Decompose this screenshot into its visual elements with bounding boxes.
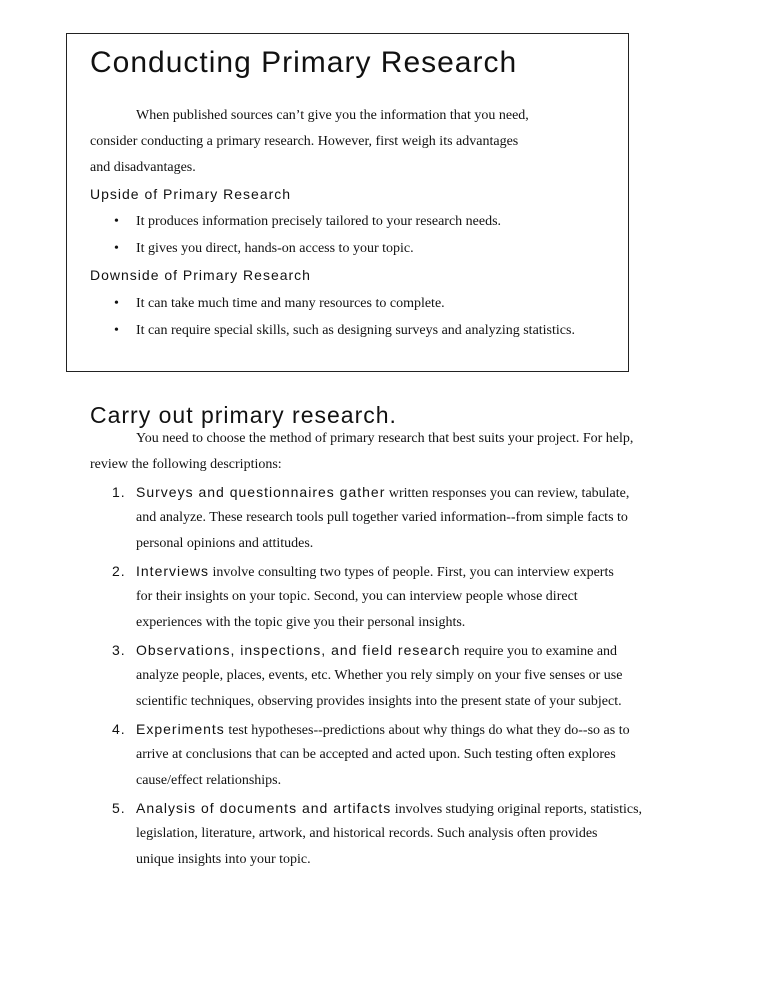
item-line: unique insights into your topic. <box>136 852 311 867</box>
item-line: for their insights on your topic. Second, you can interview people whose direct <box>136 589 578 604</box>
section-intro-line-1: You need to choose the method of primary research that best suits your project. For help, <box>136 431 634 446</box>
list-number: 2. <box>112 563 126 579</box>
downside-item-1: It can take much time and many resources to complete. <box>136 296 445 311</box>
list-item <box>136 484 629 502</box>
list-item <box>136 642 617 660</box>
list-item <box>136 800 642 818</box>
upside-item-2: It gives you direct, hands-on access to your topic. <box>136 241 414 256</box>
summary-box <box>66 33 629 372</box>
downside-heading: Downside of Primary Research <box>90 267 311 283</box>
item-lead: Analysis of documents and artifacts <box>136 800 392 816</box>
bullet-icon: • <box>114 214 119 229</box>
bullet-icon: • <box>114 323 119 338</box>
bullet-icon: • <box>114 241 119 256</box>
box-intro-line-3: and disadvantages. <box>90 160 196 175</box>
section-heading: Carry out primary research. <box>90 402 397 428</box>
list-number: 5. <box>112 800 126 816</box>
item-lead: Interviews <box>136 563 210 579</box>
list-item <box>136 721 630 739</box>
item-line: personal opinions and attitudes. <box>136 536 314 551</box>
bullet-icon: • <box>114 296 119 311</box>
item-line: legislation, literature, artwork, and historical records. Such analysis often provides <box>136 826 598 841</box>
item-text: written responses you can review, tabulate, <box>385 486 630 501</box>
item-text: involve consulting two types of people. First, you can interview experts <box>209 565 614 580</box>
item-line: analyze people, places, events, etc. Whether you rely simply on your five senses or use <box>136 668 623 683</box>
item-line: cause/effect relationships. <box>136 773 282 788</box>
upside-item-1: It produces information precisely tailored to your research needs. <box>136 214 502 229</box>
item-line: experiences with the topic give you their personal insights. <box>136 615 466 630</box>
item-line: scientific techniques, observing provides insights into the present state of your subject. <box>136 694 622 709</box>
upside-heading: Upside of Primary Research <box>90 186 292 202</box>
list-number: 3. <box>112 642 126 658</box>
list-number: 4. <box>112 721 126 737</box>
list-item <box>136 563 614 581</box>
list-number: 1. <box>112 484 126 500</box>
item-text: involves studying original reports, statistics, <box>391 802 643 817</box>
downside-item-2: It can require special skills, such as designing surveys and analyzing statistics. <box>136 323 575 338</box>
item-lead: Experiments <box>136 721 225 737</box>
item-lead: Observations, inspections, and field research <box>136 642 461 658</box>
item-text: test hypotheses--predictions about why things do what they do--so as to <box>224 723 630 738</box>
item-line: and analyze. These research tools pull together varied information--from simple facts to <box>136 510 628 525</box>
box-intro-line-1: When published sources can’t give you the information that you need, <box>136 108 529 123</box>
box-title: Conducting Primary Research <box>90 46 518 79</box>
section-intro-line-2: review the following descriptions: <box>90 457 282 472</box>
box-intro-line-2: consider conducting a primary research. However, first weigh its advantages <box>90 134 519 149</box>
item-line: arrive at conclusions that can be accepted and acted upon. Such testing often explores <box>136 747 616 762</box>
item-text: require you to examine and <box>460 644 618 659</box>
item-lead: Surveys and questionnaires gather <box>136 484 386 500</box>
